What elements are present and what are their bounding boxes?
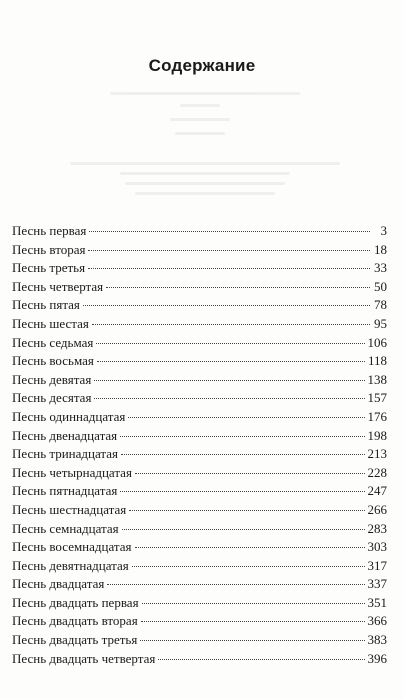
toc-entry-label: Песнь двадцать третья xyxy=(12,632,138,648)
toc-entry-page-number: 78 xyxy=(374,297,387,313)
toc-entry-page-number: 351 xyxy=(367,594,387,610)
toc-entry xyxy=(12,389,387,408)
toc-entry-label: Песнь семнадцатая xyxy=(12,520,119,536)
toc-entry xyxy=(12,334,387,353)
dot-leader xyxy=(135,473,365,474)
dot-leader xyxy=(158,659,364,660)
toc-entry-label: Песнь восьмая xyxy=(12,353,94,369)
toc-entry-page-number: 396 xyxy=(367,650,387,666)
dot-leader xyxy=(96,343,364,344)
toc-entry-page-number: 228 xyxy=(367,464,387,480)
toc-entry-page-number: 50 xyxy=(374,278,387,294)
dot-leader xyxy=(132,566,365,567)
toc-entry xyxy=(12,538,387,557)
toc-entry-page-number: 317 xyxy=(367,557,387,573)
toc-entry xyxy=(12,408,387,427)
toc-entry-label: Песнь четвертая xyxy=(12,278,104,294)
dot-leader xyxy=(97,361,365,362)
toc-entry xyxy=(12,650,387,669)
dot-leader xyxy=(94,380,364,381)
toc-entry-label: Песнь девятнадцатая xyxy=(12,557,129,573)
toc-entry xyxy=(12,501,387,520)
toc-entry-label: Песнь двенадцатая xyxy=(12,427,118,443)
dot-leader xyxy=(135,547,365,548)
toc-entry-page-number: 176 xyxy=(367,408,387,424)
toc-entry xyxy=(12,594,387,613)
toc-entry xyxy=(12,575,387,594)
dot-leader xyxy=(83,305,370,306)
page-title: Содержание xyxy=(148,56,256,75)
toc-entry-page-number: 95 xyxy=(374,315,387,331)
toc-entry-label: Песнь девятая xyxy=(12,371,92,387)
dot-leader xyxy=(129,510,364,511)
dot-leader xyxy=(94,398,364,399)
toc-entry-label: Песнь тринадцатая xyxy=(12,446,119,462)
toc-entry-page-number: 383 xyxy=(367,632,387,648)
dot-leader xyxy=(141,621,365,622)
dot-leader xyxy=(106,287,370,288)
toc-entry xyxy=(12,557,387,576)
dot-leader xyxy=(89,231,370,232)
toc-entry-page-number: 198 xyxy=(367,427,387,443)
toc-entry xyxy=(12,464,387,483)
dot-leader xyxy=(88,268,370,269)
toc-entry xyxy=(12,520,387,539)
toc-entry xyxy=(12,631,387,650)
toc-entry-page-number: 213 xyxy=(367,446,387,462)
toc-entry xyxy=(12,222,387,241)
toc-entry-page-number: 366 xyxy=(367,613,387,629)
dot-leader xyxy=(107,584,364,585)
toc-entry-page-number: 118 xyxy=(367,353,387,369)
toc-entry-label: Песнь десятая xyxy=(12,390,92,406)
dot-leader xyxy=(140,640,364,641)
toc-entry-label: Песнь шестнадцатая xyxy=(12,501,127,517)
toc-entry-page-number: 18 xyxy=(374,241,387,257)
dot-leader xyxy=(122,529,365,530)
toc-entry xyxy=(12,241,387,260)
toc-entry xyxy=(12,427,387,446)
toc-entry-label: Песнь двадцать вторая xyxy=(12,613,138,629)
toc-entry-label: Песнь восемнадцатая xyxy=(12,539,132,555)
toc-entry-label: Песнь пятнадцатая xyxy=(12,483,118,499)
toc-entry-label: Песнь двадцатая xyxy=(12,576,105,592)
toc-entry xyxy=(12,278,387,297)
toc-entry-page-number: 157 xyxy=(367,390,387,406)
dot-leader xyxy=(142,603,365,604)
toc-entry xyxy=(12,259,387,278)
toc-entry-label: Песнь первая xyxy=(12,223,87,238)
toc-entry xyxy=(12,352,387,371)
toc-entry-label: Песнь шестая xyxy=(12,315,89,331)
toc-entry xyxy=(12,482,387,501)
toc-entry-label: Песнь пятая xyxy=(12,297,80,313)
toc-entry-label: Песнь двадцать первая xyxy=(12,594,139,610)
dot-leader xyxy=(120,436,364,437)
dot-leader xyxy=(128,417,364,418)
toc-entry xyxy=(12,315,387,334)
show-through-text xyxy=(70,92,340,217)
toc-entry-page-number: 138 xyxy=(367,371,387,387)
toc-entry-page-number: 247 xyxy=(367,483,387,499)
toc-entry xyxy=(12,371,387,390)
table-of-contents xyxy=(12,222,387,668)
toc-entry xyxy=(12,612,387,631)
toc-entry-label: Песнь третья xyxy=(12,260,86,276)
toc-entry-page-number: 33 xyxy=(374,260,387,276)
dot-leader xyxy=(121,454,364,455)
dot-leader xyxy=(88,250,370,251)
toc-entry-page-number: 337 xyxy=(367,576,387,592)
toc-entry-label: Песнь четырнадцатая xyxy=(12,464,132,480)
toc-entry-page-number: 266 xyxy=(367,501,387,517)
toc-entry-page-number: 303 xyxy=(367,539,387,555)
toc-entry-label: Песнь одиннадцатая xyxy=(12,408,126,424)
toc-entry-label: Песнь седьмая xyxy=(12,334,94,350)
toc-entry-label: Песнь вторая xyxy=(12,241,86,257)
toc-entry xyxy=(12,445,387,464)
dot-leader xyxy=(92,324,370,325)
toc-entry xyxy=(12,296,387,315)
toc-entry-page-number: 106 xyxy=(367,334,387,350)
toc-entry-page-number: 3 xyxy=(380,223,387,238)
dot-leader xyxy=(120,491,364,492)
toc-entry-label: Песнь двадцать четвертая xyxy=(12,650,156,666)
toc-entry-page-number: 283 xyxy=(367,520,387,536)
